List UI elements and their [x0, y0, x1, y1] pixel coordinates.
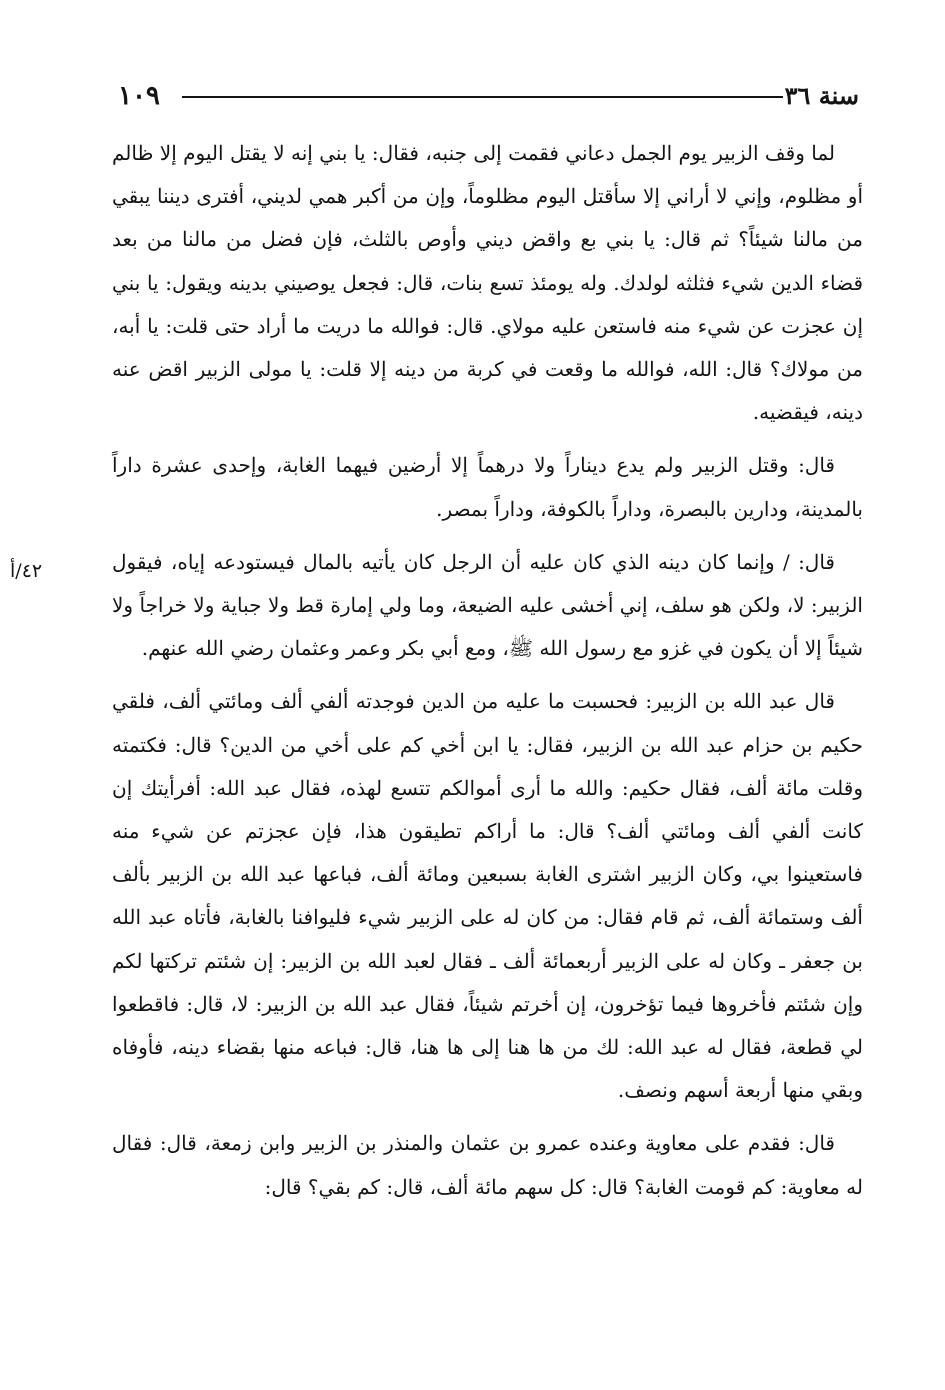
paragraph: قال عبد الله بن الزبير: فحسبت ما عليه من الدين فوجدته ألفي ألف ومائتي ألف، فلقي حكيم بن حزام عبد الله بن الزبير، فقال: يا ابن أخي كم على أخي من الدين؟ قال: فكتمته وقلت مائة ألف، فقال حكيم: والله ما أرى أموالكم تتسع لهذه، فقال عبد الله: أفرأيتك إن كانت ألفي ألف ومائتي ألف؟ قال: ما أراكم تطيقون هذا، فإن عجزتم عن شيء منه فاستعينوا بي، وكان الزبير اشترى الغابة بسبعين ومائة ألف، فباعها عبد الله بن الزبير بألف ألف وستمائة ألف، ثم قام فقال: من كان له على الزبير شيء فليوافنا بالغابة، فأتاه عبد الله بن جعفر ـ وكان له على الزبير أربعمائة ألف ـ فقال لعبد الله بن الزبير: إن شئتم تركتها لكم وإن شئتم فأخروها فيما تؤخرون، إن أخرتم شيئاً، فقال عبد الله بن الزبير: لا، قال: فاقطعوا لي قطعة، فقال له عبد الله: لك من ها هنا إلى ها هنا، قال: فباعه منها بقضاء دينه، فأوفاه وبقي منها أربعة أسهم ونصف.: [112, 689, 864, 1103]
paragraph: قال: فقدم على معاوية وعنده عمرو بن عثمان والمنذر بن الزبير وابن زمعة، قال: فقال له معاوية: كم قومت الغابة؟ قال: كل سهم مائة ألف، قال: كم بقي؟ قال:: [112, 1131, 863, 1199]
paragraph: لما وقف الزبير يوم الجمل دعاني فقمت إلى جنبه، فقال: يا بني إنه لا يقتل اليوم إلا ظالم أو مظلوم، وإني لا أراني إلا سأقتل اليوم مظلوماً، وإن من أكبر همي لديني، أفترى ديننا يبقي من مالنا شيئاً؟ ثم قال: يا بني بع واقض ديني وأوص بالثلث، فإن فضل من مالنا من بعد قضاء الدين شيء فثلثه لولدك. وله يومئذ تسع بنات، قال: فجعل يوصيني بدينه ويقول: يا بني إن عجزت عن شيء منه فاستعن عليه مولاي. قال: فوالله ما دريت ما أراد حتى قلت: يا أبه، من مولاك؟ قال: الله، فوالله ما وقعت في كربة من دينه إلا قلت: يا مولى الزبير اقض عنه دينه، فيقضيه.: [112, 141, 864, 425]
page-number: ١٠٩: [118, 81, 160, 111]
body-text: [112, 132, 863, 1209]
header-rule: [182, 96, 783, 98]
running-head-year: سنة ٣٦: [784, 81, 859, 110]
page-header: [118, 76, 859, 116]
paragraph: قال: / وإنما كان دينه الذي كان عليه أن الرجل كان يأتيه بالمال فيستودعه إياه، فيقول الزبير: لا، ولكن هو سلف، إني أخشى عليه الضيعة، وما ولي إمارة قط ولا جباية ولا خراجاً ولا شيئاً إلا أن يكون في غزو مع رسول الله ﷺ، ومع أبي بكر وعمر وعثمان رضي الله عنهم.: [112, 549, 863, 661]
paragraph: قال: وقتل الزبير ولم يدع ديناراً ولا درهماً إلا أرضين فيهما الغابة، وإحدى عشرة داراً بالمدينة، ودارين بالبصرة، وداراً بالكوفة، وداراً بمصر.: [112, 453, 863, 521]
manuscript-folio-note: ٤٢/أ: [10, 560, 43, 582]
